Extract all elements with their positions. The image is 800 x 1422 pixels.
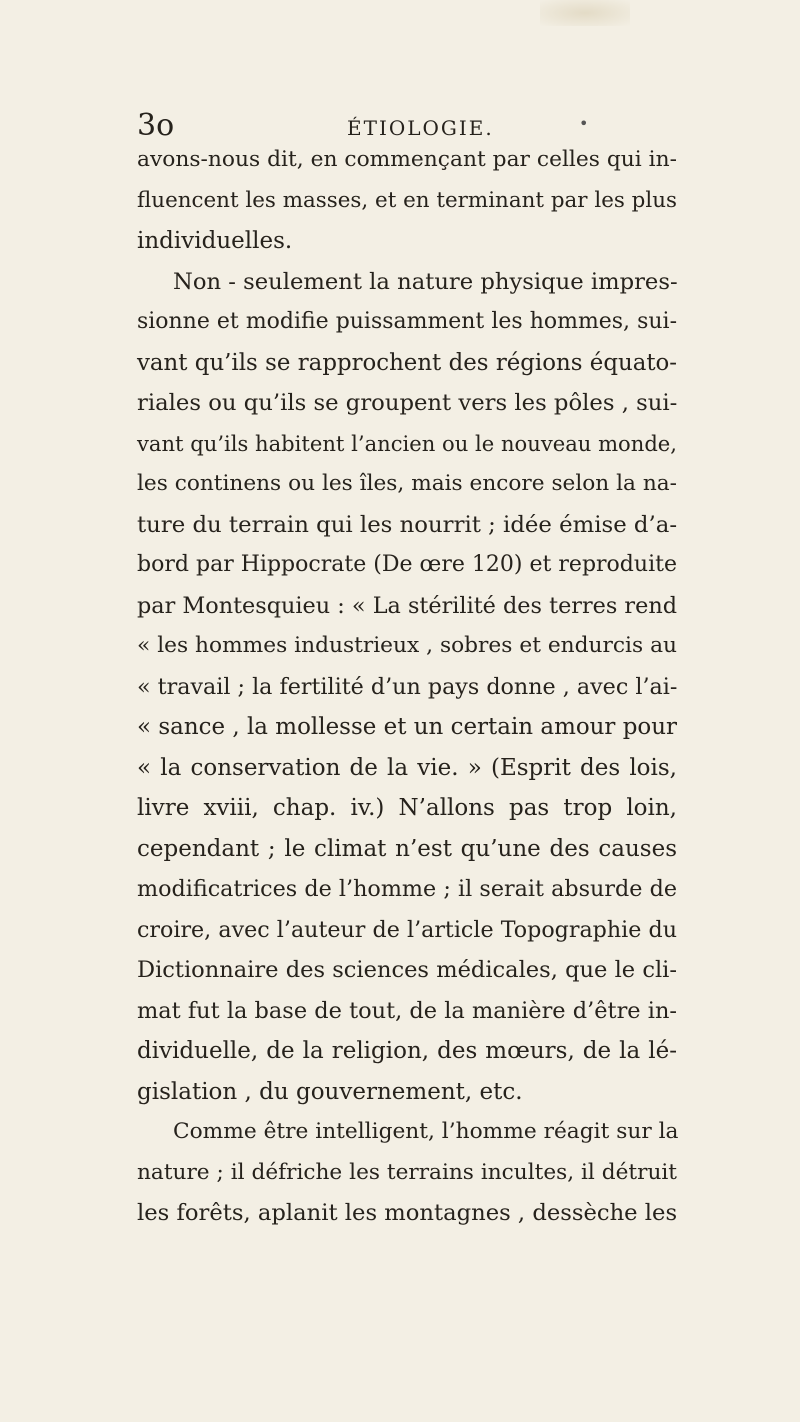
text-line: sionne et modifie puissamment les hommes, sui-: [137, 309, 677, 334]
text-line: gislation , du gouvernement, etc.: [137, 1078, 523, 1105]
text-line: par Montesquieu : « La stérilité des terres rend: [137, 592, 677, 619]
text-line: individuelles.: [137, 228, 293, 254]
text-line: modificatrices de l’homme ; il serait absurde de: [137, 876, 677, 902]
paragraph-2: [137, 262, 677, 1113]
text-line: « sance , la mollesse et un certain amour pour: [137, 714, 677, 740]
paper-stain: [540, 0, 630, 26]
text-line: les continens ou les îles, mais encore selon la na-: [137, 471, 677, 496]
text-line: Non - seulement la nature physique impres-: [173, 268, 678, 295]
text-line: Comme être intelligent, l’homme réagit sur la: [173, 1119, 679, 1144]
text-line: ture du terrain qui les nourrit ; idée émise d’a-: [137, 511, 678, 538]
text-line: bord par Hippocrate (De œre 120) et reproduite: [137, 552, 677, 577]
paragraph-3: [137, 1112, 677, 1234]
text-line: nature ; il défriche les terrains incultes, il détruit: [137, 1159, 677, 1185]
text-line: « la conservation de la vie. » (Esprit des lois,: [137, 754, 677, 781]
text-line: « les hommes industrieux , sobres et endurcis au: [137, 633, 677, 658]
text-line: fluencent les masses, et en terminant par les plus: [137, 187, 677, 213]
text-line: les forêts, aplanit les montagnes , dessèche les: [137, 1200, 678, 1226]
text-line: livre xviii, chap. iv.) N’allons pas trop loin,: [137, 795, 677, 821]
printer-mark: •: [579, 114, 589, 133]
text-line: riales ou qu’ils se groupent vers les pôles , sui-: [137, 390, 678, 416]
text-line: croire, avec l’auteur de l’article Topographie du: [137, 916, 677, 943]
body-text: [137, 140, 677, 1234]
text-line: avons-nous dit, en commençant par celles qui in-: [137, 147, 677, 172]
paragraph-1: [137, 140, 677, 262]
text-line: dividuelle, de la religion, des mœurs, de la lé-: [137, 1038, 677, 1064]
text-line: vant qu’ils habitent l’ancien ou le nouveau monde,: [137, 430, 677, 456]
text-line: cependant ; le climat n’est qu’une des causes: [137, 835, 677, 862]
text-line: vant qu’ils se rapprochent des régions équato-: [137, 349, 677, 376]
running-title: ÉTIOLOGIE.: [347, 116, 494, 140]
text-line: Dictionnaire des sciences médicales, que le cli-: [137, 957, 677, 983]
text-line: mat fut la base de tout, de la manière d’être in-: [137, 997, 677, 1024]
page-number: 3o: [137, 108, 175, 143]
text-line: « travail ; la fertilité d’un pays donne , avec l’ai-: [137, 673, 678, 700]
